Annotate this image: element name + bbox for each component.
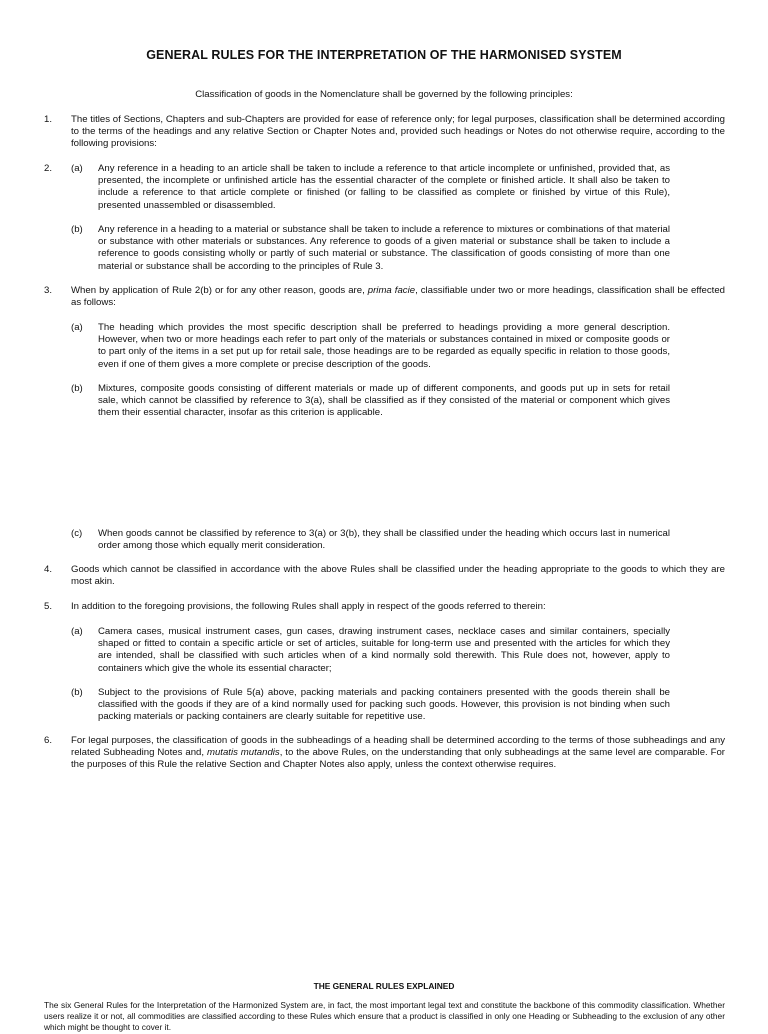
rule-1-text: The titles of Sections, Chapters and sub-Chapters are provided for ease of reference only; for legal purposes, classification shall be determined according to the terms of the headings and any relative Section or Chapter Notes and, provided such headings or Notes do not otherwise require, according to the following provisions: <box>71 114 725 150</box>
rule-4-text: Goods which cannot be classified in accordance with the above Rules shall be classified under the heading appropriate to the goods to which they are most akin. <box>71 564 725 588</box>
rule-2b-label: (b) <box>71 224 83 235</box>
rule-3a-text: The heading which provides the most specific description shall be preferred to headings providing a more general description. However, when two or more headings each refer to part only of the materials or substances contained in mixed or composite goods or to part only of the items in a set put up for retail sale, those headings are to be regarded as equally specific in relation to those goods, even if one of them gives a more complete or precise description of the goods. <box>98 322 670 370</box>
rule-3c-label: (c) <box>71 528 83 539</box>
rule-2b-text: Any reference in a heading to a material or substance shall be taken to include a reference to mixtures or combinations of that material or substance with other materials or substances. Any reference to goods of a given material or substance shall be taken to include a reference to goods consisting wholly or partly of such material or substance. The classification of goods consisting of more than one material or substance shall be according to the principles of Rule 3. <box>98 224 670 272</box>
rule-4-number: 4. <box>44 564 53 575</box>
rule-5-number: 5. <box>44 601 53 612</box>
rule-3-text-before: When by application of Rule 2(b) or for any other reason, goods are, <box>71 285 368 296</box>
rule-2a-text: Any reference in a heading to an article shall be taken to include a reference to that article incomplete or unfinished, provided that, as presented, the incomplete or unfinished article has the essential character of the complete or finished article. It shall also be taken to include a reference to that article complete or finished (or falling to be classified as complete or finished by virtue of this Rule), presented unassembled or disassembled. <box>98 163 670 211</box>
rule-6-text-before: For legal purposes, the classification of goods in the subheadings of a heading shall be determined according to the terms of those subheadings and any related Subheading Notes and, <box>71 735 725 759</box>
rule-3-text-latin: prima facie <box>367 285 416 296</box>
page-title: GENERAL RULES FOR THE INTERPRETATION OF THE HARMONISED SYSTEM <box>146 48 622 62</box>
rule-5b-text: Subject to the provisions of Rule 5(a) above, packing materials and packing containers presented with the goods therein shall be classified with the goods if they are of a kind normally used for packing such goods. However, this provision is not binding when such packing materials or packing containers are clearly suitable for repetitive use. <box>98 687 670 723</box>
rule-6-text-after: , to the above Rules, on the understanding that only subheadings at the same level are comparable. For the purposes of this Rule the relative Section and Chapter Notes also apply, unless the context otherwise requires. <box>71 747 725 771</box>
rule-3-text-after: , classifiable under two or more headings, classification shall be effected as follows: <box>71 285 726 309</box>
rule-3c-text: When goods cannot be classified by reference to 3(a) or 3(b), they shall be classified under the heading which occurs last in numerical order among those which equally merit consideration. <box>98 528 670 552</box>
rule-2a-label: (a) <box>71 163 83 174</box>
rule-1-number: 1. <box>44 114 53 125</box>
rule-2-number: 2. <box>44 163 53 174</box>
explained-heading: THE GENERAL RULES EXPLAINED <box>313 981 455 991</box>
rule-6-number: 6. <box>44 735 53 746</box>
rule-6-text-latin: mutatis mutandis <box>206 747 280 759</box>
rule-5b-label: (b) <box>71 687 83 698</box>
rule-3-text <box>71 285 725 309</box>
rule-3b-label: (b) <box>71 383 83 394</box>
rule-3b-text: Mixtures, composite goods consisting of different materials or made up of different components, and goods put up in sets for retail sale, which cannot be classified by reference to 3(a), shall be classified as if they consisted of the material or component which gives them their essential character, insofar as this criterion is applicable. <box>98 383 670 419</box>
rule-3a-label: (a) <box>71 322 83 333</box>
rule-6-text <box>71 735 725 772</box>
rule-3-number: 3. <box>44 285 53 296</box>
explained-body: The six General Rules for the Interpretation of the Harmonized System are, in fact, the most important legal text and constitute the backbone of this commodity classification. Whether users realize it or not, all commodities are classified according to these Rules which ensure that a product is classified in only one Heading or Subheading to the exclusion of any other which might be thought to cover it. <box>44 1000 725 1033</box>
rule-5a-label: (a) <box>71 626 83 637</box>
rule-5-text: In addition to the foregoing provisions, the following Rules shall apply in respect of the goods referred to therein: <box>71 601 546 612</box>
intro-text: Classification of goods in the Nomenclature shall be governed by the following principles: <box>195 89 573 100</box>
rule-5a-text: Camera cases, musical instrument cases, gun cases, drawing instrument cases, necklace cases and similar containers, specially shaped or fitted to contain a specific article or set of articles, suitable for long-term use and presented with the articles for which they are intended, shall be classified with such articles when of a kind normally sold therewith. This Rule does not, however, apply to containers which give the whole its essential character; <box>98 626 670 674</box>
